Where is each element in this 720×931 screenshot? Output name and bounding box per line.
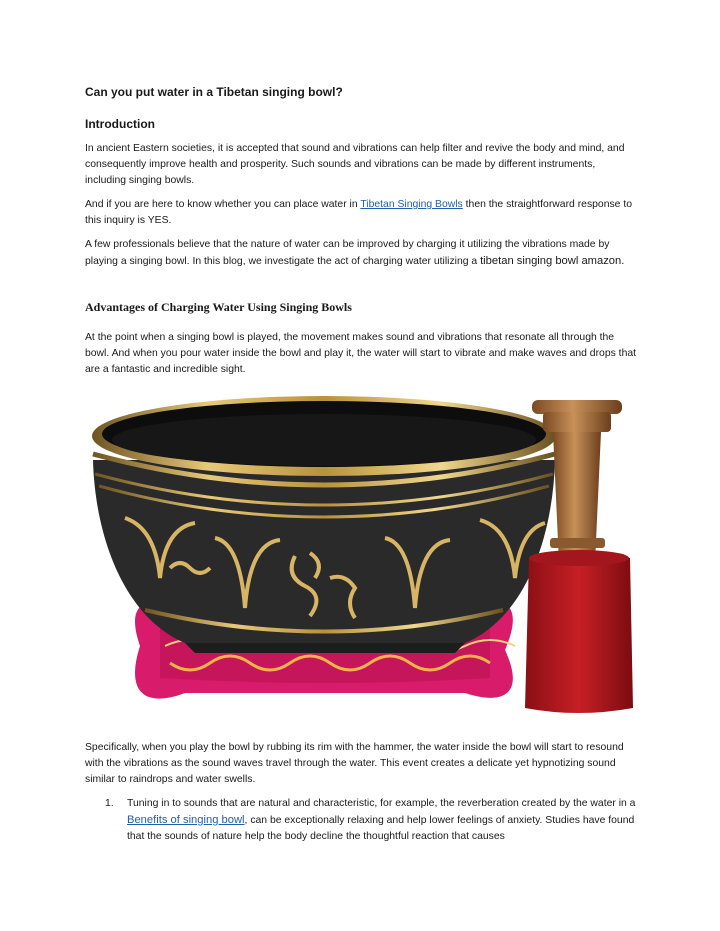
list-item-text [127,796,637,845]
professionals-text: A few professionals believe that the nature of water can be improved by charging it utilizing the vibrations made by playing a singing bowl. In this blog, we investigate the act of charging water utilizing a [85,239,610,267]
bowl [92,396,556,653]
intro-paragraph: In ancient Eastern societies, it is accepted that sound and vibrations can help filter and revive the body and mind, and consequently improve health and prosperity. Such sounds and vibrations can be made by different instruments, including singing bowls. [85,143,625,186]
answer-paragraph [85,197,637,229]
list-item-text-start: Tuning in to sounds that are natural and characteristic, for example, the reverberation created by the water in a [127,798,636,809]
introduction-heading: Introduction [85,117,155,131]
vibration-paragraph: At the point when a singing bowl is played, the movement makes sound and vibrations that resonate all through the bowl. And when you pour water inside the bowl and play it, the water will start to vibrate and make waves and drops that are a fantastic and incredible sight. [85,332,637,375]
singing-bowl-image [85,388,640,733]
list-item-text-end: , can be exceptionally relaxing and help lower feelings of anxiety. Studies have found that the sounds of nature help the body decline the thoughtful reaction that causes [127,815,635,842]
answer-text-start: And if you are here to know whether you can place water in [85,199,361,210]
amazon-keyword: tibetan singing bowl amazon. [480,255,625,267]
list-item-number: 1. [105,798,114,809]
advantages-heading: Advantages of Charging Water Using Singing Bowls [85,300,352,314]
hammer-paragraph: Specifically, when you play the bowl by rubbing its rim with the hammer, the water inside the bowl will start to resound with the vibrations as the sound waves travel through the water. This event creates a delicate yet hypnotizing sound similar to raindrops and water swells. [85,742,624,785]
benefits-of-singing-bowl-link[interactable]: Benefits of singing bowl [127,814,245,826]
page-title: Can you put water in a Tibetan singing bowl? [85,85,343,99]
professionals-paragraph [85,237,637,270]
tibetan-singing-bowls-link[interactable]: Tibetan Singing Bowls [360,199,463,210]
answer-text-end: then the straightforward response to this inquiry is YES. [85,199,632,226]
